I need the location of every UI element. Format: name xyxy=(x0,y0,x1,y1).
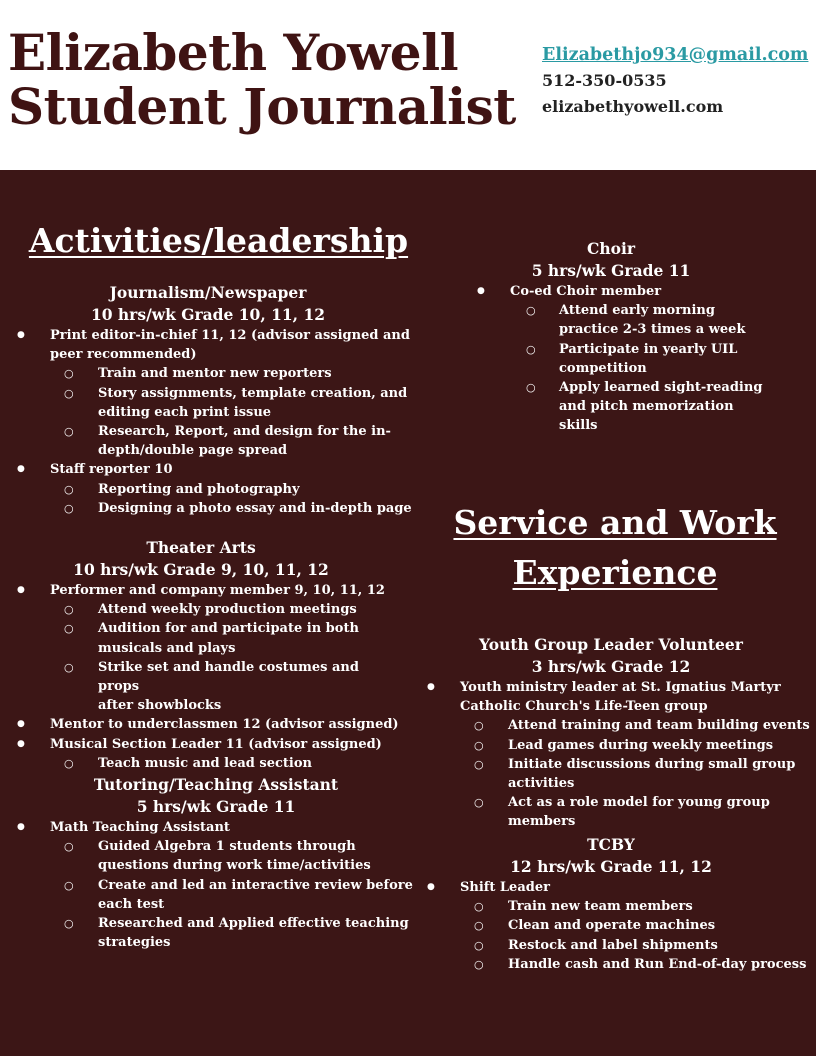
resume-header xyxy=(0,0,816,170)
list-item: ○ Create and led an interactive review before each test xyxy=(0,876,432,914)
list-item: ○ Attend training and team building events xyxy=(410,716,816,735)
section-title: TCBY xyxy=(587,835,635,854)
list-item: ○ Clean and operate machines xyxy=(410,916,816,935)
name-title xyxy=(8,23,516,136)
list-item: ○ Initiate discussions during small group activities xyxy=(410,755,816,793)
service-heading-line2: Experience xyxy=(512,553,718,592)
contact-block xyxy=(542,42,808,120)
list-item: ○ Audition for and participate in both musicals and plays xyxy=(0,619,402,657)
list-item: ○ Restock and label shipments xyxy=(410,936,816,955)
full-name: Elizabeth Yowell xyxy=(8,23,459,82)
list-item: ● Staff reporter 10 xyxy=(0,460,416,479)
list-item: ○ Research, Report, and design for the in- depth/double page spread xyxy=(0,422,416,460)
section-title: Choir xyxy=(587,239,635,258)
list-item: ○ Teach music and lead section xyxy=(0,754,402,773)
section-title: Youth Group Leader Volunteer xyxy=(479,635,743,654)
list-item: ○ Designing a photo essay and in-depth page xyxy=(0,499,416,518)
section-hours: 5 hrs/wk Grade 11 xyxy=(531,261,691,280)
list-item: ○ Attend weekly production meetings xyxy=(0,600,402,619)
section-title: Theater Arts xyxy=(146,538,256,557)
phone-number: 512-350-0535 xyxy=(542,71,667,90)
list-item: ● Mentor to underclassmen 12 (advisor assigned) xyxy=(0,715,402,734)
tutoring-section xyxy=(0,774,432,952)
section-hours: 10 hrs/wk Grade 10, 11, 12 xyxy=(90,305,326,324)
list-item: ○ Strike set and handle costumes and props after showblocks xyxy=(0,658,402,716)
journalism-section xyxy=(0,282,416,518)
section-hours: 10 hrs/wk Grade 9, 10, 11, 12 xyxy=(73,560,329,579)
list-item: ○ Handle cash and Run End-of-day process xyxy=(410,955,816,974)
list-item: ● Performer and company member 9, 10, 11, 12 xyxy=(0,581,402,600)
section-title: Tutoring/Teaching Assistant xyxy=(93,775,339,794)
list-item: ● Youth ministry leader at St. Ignatius Martyr Catholic Church's Life-Teen group xyxy=(410,678,816,716)
list-item: ○ Train new team members xyxy=(410,897,816,916)
list-item: ○ Story assignments, template creation, and editing each print issue xyxy=(0,384,416,422)
section-hours: 12 hrs/wk Grade 11, 12 xyxy=(510,857,712,876)
list-item: ● Shift Leader xyxy=(410,878,816,897)
list-item: ○ Researched and Applied effective teaching strategies xyxy=(0,914,432,952)
section-title: Journalism/Newspaper xyxy=(109,283,307,302)
list-item: ○ Lead games during weekly meetings xyxy=(410,736,816,755)
email-link[interactable]: Elizabethjo934@gmail.com xyxy=(542,45,809,65)
theater-section xyxy=(0,537,402,773)
list-item: ○ Train and mentor new reporters xyxy=(0,364,416,383)
list-item: ● Print editor-in-chief 11, 12 (advisor assigned and peer recommended) xyxy=(0,326,416,364)
service-heading xyxy=(410,498,816,598)
resume-body xyxy=(0,170,816,1056)
list-item: ○ Participate in yearly UIL competition xyxy=(410,340,816,378)
list-item: ● Musical Section Leader 11 (advisor assigned) xyxy=(0,735,402,754)
list-item: ○ Act as a role model for young group members xyxy=(410,793,816,831)
list-item: ○ Guided Algebra 1 students through questions during work time/activities xyxy=(0,837,432,875)
service-heading-line1: Service and Work xyxy=(453,503,777,542)
list-item: ○ Attend early morning practice 2-3 times a week xyxy=(410,301,816,339)
website: elizabethyowell.com xyxy=(542,97,724,116)
section-hours: 3 hrs/wk Grade 12 xyxy=(531,657,691,676)
list-item: ● Co-ed Choir member xyxy=(410,282,816,301)
section-hours: 5 hrs/wk Grade 11 xyxy=(136,797,296,816)
activities-heading: Activities/leadership xyxy=(28,221,409,260)
youth-section xyxy=(410,634,816,832)
tcby-section xyxy=(410,834,816,974)
list-item: ○ Reporting and photography xyxy=(0,480,416,499)
role-title: Student Journalist xyxy=(8,77,516,136)
list-item: ● Math Teaching Assistant xyxy=(0,818,432,837)
list-item: ○ Apply learned sight-reading and pitch memorization skills xyxy=(410,378,816,436)
choir-section xyxy=(410,238,816,436)
